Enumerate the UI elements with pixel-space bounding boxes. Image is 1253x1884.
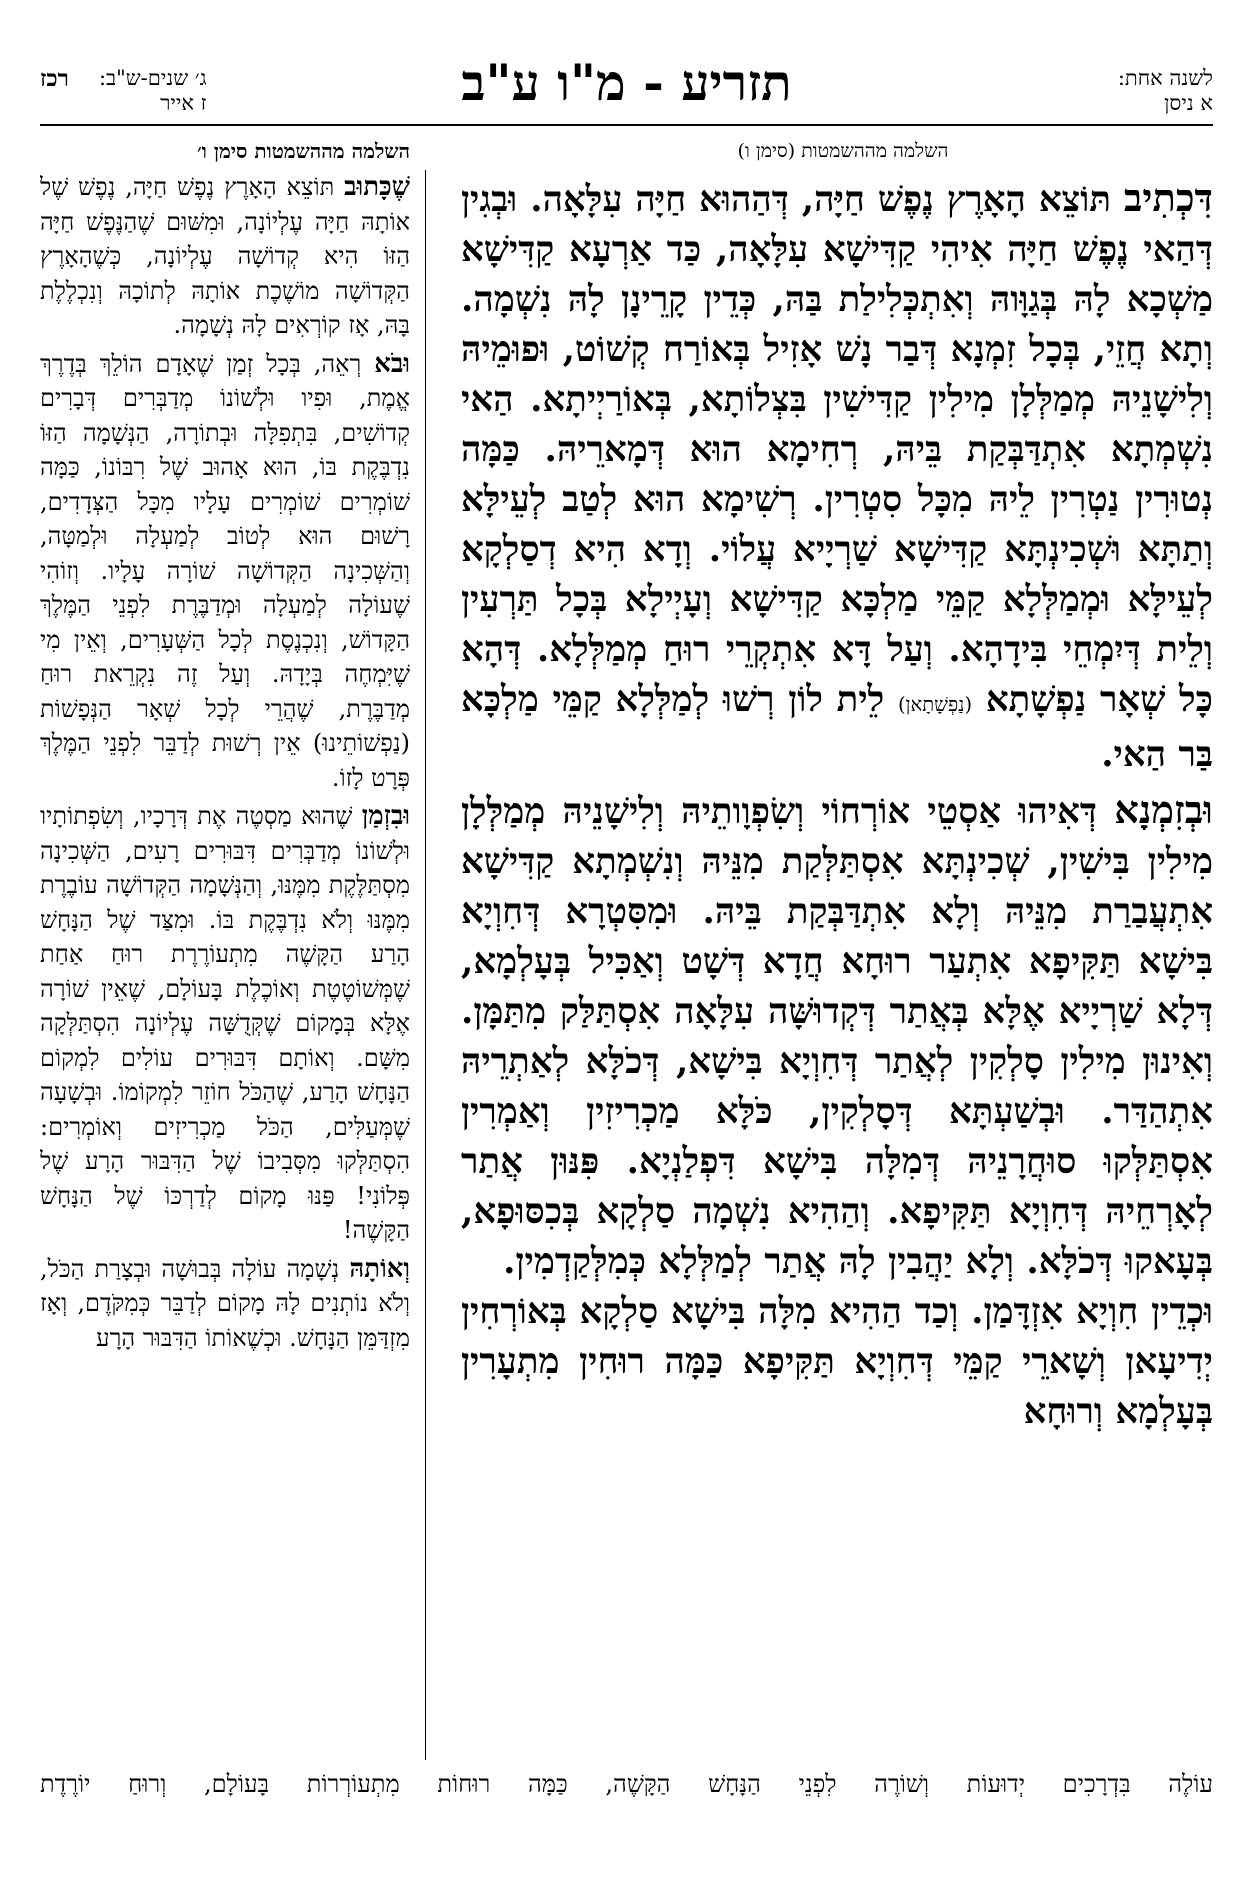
paragraph-lead-word: וּבִזְמַן xyxy=(361,801,410,831)
paragraph-lead-word: וּבֹא xyxy=(374,348,410,379)
paragraph-text: וּכְדֵין חִוְיָא אִזְדָּמַן. וְכַד הַהִיא מִלָּה בִּישָׁא סַלְקָא בְּאוֹרְחִין יְדִיעָאן וְשָׁארֵי קַמֵּי דְּחִוְיָא תַּקִּיפָא כַּמָּה רוּחִין מִתְעָרִין בְּעָלְמָא וְרוּחָא xyxy=(461,1291,1213,1432)
paragraph-text: שֶׁהוּא מַסְטֶה אֶת דְּרָכָיו, וְשִׂפְתוֹתָיו וּלְשׁוֹנוֹ מְדַבְּרִים דִּבּוּרִים רָעִים, הַשְּׁכִינָה מִסְתַּלֶּקֶת מִמֶּנּוּ, וְהַנְּשָׁמָה הַקְּדוֹשָׁה עוֹבֶרֶת מִמֶּנּוּ וְלֹא נִדְבֶּקֶת בּוֹ. וּמִצַּד שֶׁל הַנָּחָשׁ הָרַע הַקָּשֶׁה מִתְעוֹרֶרֶת רוּחַ אַחַת שֶׁמְּשׁוֹטֶטֶת וְאוֹכֶלֶת בָּעוֹלָם, שֶׁאֵין שׁוֹרָה אֶלָּא בְּמָקוֹם שֶׁקְּדֻשָּׁה עֶלְיוֹנָה הִסְתַּלְּקָה מִשָּׁם. וְאוֹתָם דִּבּוּרִים עוֹלִים לִמְקוֹם הַנָּחָשׁ הָרַע, שֶׁהַכֹּל חוֹזֵר לִמְקוֹמוֹ. וּבְשָׁעָה שֶׁמְּעַלִּים, הַכֹּל מַכְרִיזִים וְאוֹמְרִים: הִסְתַּלְּקוּ מִסְּבִיבוֹ שֶׁל הַדִּבּוּר הָרָע שֶׁל פְּלוֹנִי! פַּנּוּ מָקוֹם לְדַרְכּוֹ שֶׁל הַנָּחָשׁ הַקָּשֶׁה! xyxy=(40,802,410,1244)
side-paragraph xyxy=(40,170,410,343)
paragraph-text: תּוֹצֵא הָאָרֶץ נֶפֶשׁ חַיָּה, דְּהַהוּא חַיָּה עִלָּאָה. וּבְגִין דְּהַאי נֶפֶשׁ חַיָּה אִיהִי קַדִּישָׁא עִלָּאָה, כַּד אַרְעָא קַדִּישָׁא מַשְׁכָא לָהּ בְּגַוָּוהּ וְאִתְכְּלִילַת בַּהּ, כְּדֵין קָרֵינָן לָהּ נִשְׁמָה. וְתָא חֲזֵי, בְּכָל זִמְנָא דְּבַר נָשׁ אָזִיל בְּאוֹרַח קְשׁוֹט, וּפוּמֵיהּ וְלִישָׁנֵיהּ מְמַלְּלָן מִילִין קַדִּישִׁין בִּצְלוֹתָא, בְּאוֹרַיְיתָא. הַאי נִשְׁמְתָא אִתְדַּבְּקַת בֵּיהּ, רְחִימָא הוּא דְּמָארֵיהּ. כַּמָּה נְטוּרִין נַטְרִין לֵיהּ מִכָּל סִטְרִין. רְשִׁימָא הוּא לְטַב לְעֵילָּא וְתַתָּא וּשְׁכִינְתָּא קַדִּישָׁא שַׁרְיָיא עֲלוֹי. וְדָא הִיא דְסַלְקָא לְעֵילָּא וּמְמַלְּלָא קַמֵּי מַלְכָּא קַדִּישָׁא וְעָיְילָא בְּכָל תַּרְעִין וְלֵית דְּיִמְחֵי בִּידָהָא. וְעַל דָּא אִתְקְרֵי רוּחַ מְמַלְּלָא. דְּהָא כָּל שְׁאָר נַפְשָׁתָא xyxy=(461,179,1213,720)
paragraph-lead-word: שֶׁכָּתוּב xyxy=(344,172,410,202)
hebrew-translation-column xyxy=(40,170,410,1760)
header-rule xyxy=(40,124,1213,126)
schedule-three-year-date: ז אייר xyxy=(160,91,207,115)
paragraph-lead-word: וְאוֹתָהּ xyxy=(349,1253,410,1284)
schedule-three-year-label: ג׳ שנים-ש"ב: xyxy=(98,66,207,90)
page-number: רכז xyxy=(40,65,69,92)
main-paragraph xyxy=(461,174,1213,780)
main-paragraph xyxy=(461,1287,1213,1437)
page-title: תזריע - מ"ו ע"ב xyxy=(461,53,792,112)
side-paragraph xyxy=(40,799,410,1248)
paragraph-lead-word: דִּכְתִיב xyxy=(1123,176,1213,221)
variant-note: (נַפְשָׁתָאן) xyxy=(897,693,973,716)
paragraph-text-tail: לֵית לוֹן רְשׁוּ לְמַלְּלָא קַמֵּי מַלְכָּא בַּר הַאי. xyxy=(461,679,1213,775)
aramaic-text-column xyxy=(461,174,1213,1760)
paragraph-text: תּוֹצֵא הָאָרֶץ נֶפֶשׁ חַיָּה, נֶפֶשׁ שֶׁל אוֹתָהּ חַיָּה עֶלְיוֹנָה, וּמִשּׁוּם שֶׁהַנֶּפֶשׁ חַיָּה הַזּוֹ הִיא קְדוֹשָׁה עֶלְיוֹנָה, כְּשֶׁהָאָרֶץ הַקְּדוֹשָׁה מוֹשֶׁכֶת אוֹתָהּ לְתוֹכָהּ וְנִכְלֶלֶת בָּהּ, אָז קוֹרְאִים לָהּ נְשָׁמָה. xyxy=(40,173,410,339)
page-header xyxy=(40,52,1213,122)
paragraph-text: נְשָׁמָה עוֹלָה בְּבוּשָׁה וּבְצָרַת הַכֹּל, וְלֹא נוֹתְנִים לָהּ מָקוֹם לְדַבֵּר כְּמִקֹּדֶם, וְאָז מִזְדַּמֵּן הַנָּחָשׁ. וּכְשֶׁאוֹתוֹ הַדִּבּוּר הָרָע xyxy=(40,1254,410,1352)
column-divider xyxy=(425,170,426,1760)
paragraph-text: רְאֵה, בְּכָל זְמַן שֶׁאָדָם הוֹלֵךְ בְּדֶרֶךְ אֱמֶת, וּפִיו וּלְשׁוֹנוֹ מְדַבְּרִים דְּבָרִים קְדוֹשִׁים, בִּתְפִלָּה וּבְתוֹרָה, הַנְּשָׁמָה הַזּוֹ נִדְבֶּקֶת בּוֹ, הוּא אָהוּב שֶׁל רִבּוֹנוֹ, כַּמָּה שׁוֹמְרִים שׁוֹמְרִים עָלָיו מִכָּל הַצְּדָדִים, רָשׁוּם הוּא לְטוֹב לְמַעְלָה וּלְמַטָּה, וְהַשְּׁכִינָה הַקְּדוֹשָׁה שׁוֹרָה עָלָיו. וְזוֹהִי שֶׁעוֹלָה לְמַעְלָה וּמְדַבֶּרֶת לִפְנֵי הַמֶּלֶךְ הַקָּדוֹשׁ, וְנִכְנֶסֶת לְכָל הַשְּׁעָרִים, וְאֵין מִי שֶׁיִּמְחֶה בְּיָדָהּ. וְעַל זֶה נִקְרֵאת רוּחַ מְדַבֶּרֶת, שֶׁהֲרֵי לְכָל שְׁאָר הַנְּפָשׁוֹת (נַפְשׁוֹתֵינוּ) אֵין רְשׁוּת לְדַבֵּר לִפְנֵי הַמֶּלֶךְ פְּרָט לָזוֹ. xyxy=(40,349,410,792)
paragraph-text: דְּאִיהוּ אַסְטֵי אוֹרְחוֹי וְשִׂפְוָותֵיהּ וְלִישָׁנֵיהּ מְמַלְּלָן מִילִין בִּישִׁין, שְׁכִינְתָּא אִסְתַּלְּקַת מִנֵּיהּ וְנִשְׁמְתָא קַדִּישָׁא אִתְעֲבַרַת מִנֵּיהּ וְלָא אִתְדַּבְּקַת בֵּיהּ. וּמִסִּטְרָא דְּחִוְיָא בִּישָׁא תַּקִּיפָא אִתְעַר רוּחָא חֲדָא דְּשָׁט וְאַכִּיל בְּעָלְמָא, דְּלָא שַׁרְיָיא אֶלָּא בְּאֲתַר דְּקְדוּשָּׁה עִלָּאָה אִסְתַּלַּק מִתַּמָּן. וְאִינוּן מִילִין סָלְקִין לְאֲתַר דְּחִוְיָא בִּישָׁא, דְּכֹלָּא לְאַתְרֵיהּ אִתְהַדַּר. וּבְשַׁעְתָּא דְּסָלְקִין, כֹּלָּא מַכְרִיזִין וְאַמְרִין אִסְתַּלְּקוּ סוּחֲרָנֵיהּ דְּמִלָּה בִּישָׁא דִּפְלַנְיָא. פִּנּוּן אֲתַר לְאָרְחֵיהּ דְּחִוְיָא תַּקִּיפָא. וְהַהִיא נִשְׁמָה סַלְקָא בְּכִסּוּפָא, בְּעָאקוּ דְּכֹלָּא. וְלָא יַהֲבִין לָהּ אֲתַר לְמַלְּלָא כְּמִלְּקַדְמִין. xyxy=(461,791,1213,1282)
footer-continuation-line: עוֹלֶה בִּדְרָכִים יְדוּעוֹת וְשׁוֹרֶה לִפְנֵי הַנָּחָשׁ הַקָּשֶׁה, כַּמָּה רוּחוֹת מִתְעוֹרְרוֹת בָּעוֹלָם, וְרוּחַ יוֹרֶדֶת xyxy=(40,1770,1213,1798)
study-schedule-three-year xyxy=(40,66,207,116)
main-column-title: השלמה מההשמטות (סימן ו) xyxy=(737,140,949,162)
schedule-one-year-label: לשנה אחת: xyxy=(1117,66,1213,90)
paragraph-lead-word: וּבְזִמְנָא xyxy=(1114,788,1213,833)
schedule-one-year-date: א ניסן xyxy=(1164,91,1213,115)
side-paragraph xyxy=(40,347,410,796)
side-paragraph xyxy=(40,1252,410,1356)
side-column-title: השלמה מההשמטות סימן ו׳ xyxy=(197,139,410,163)
main-paragraph xyxy=(461,786,1213,1287)
